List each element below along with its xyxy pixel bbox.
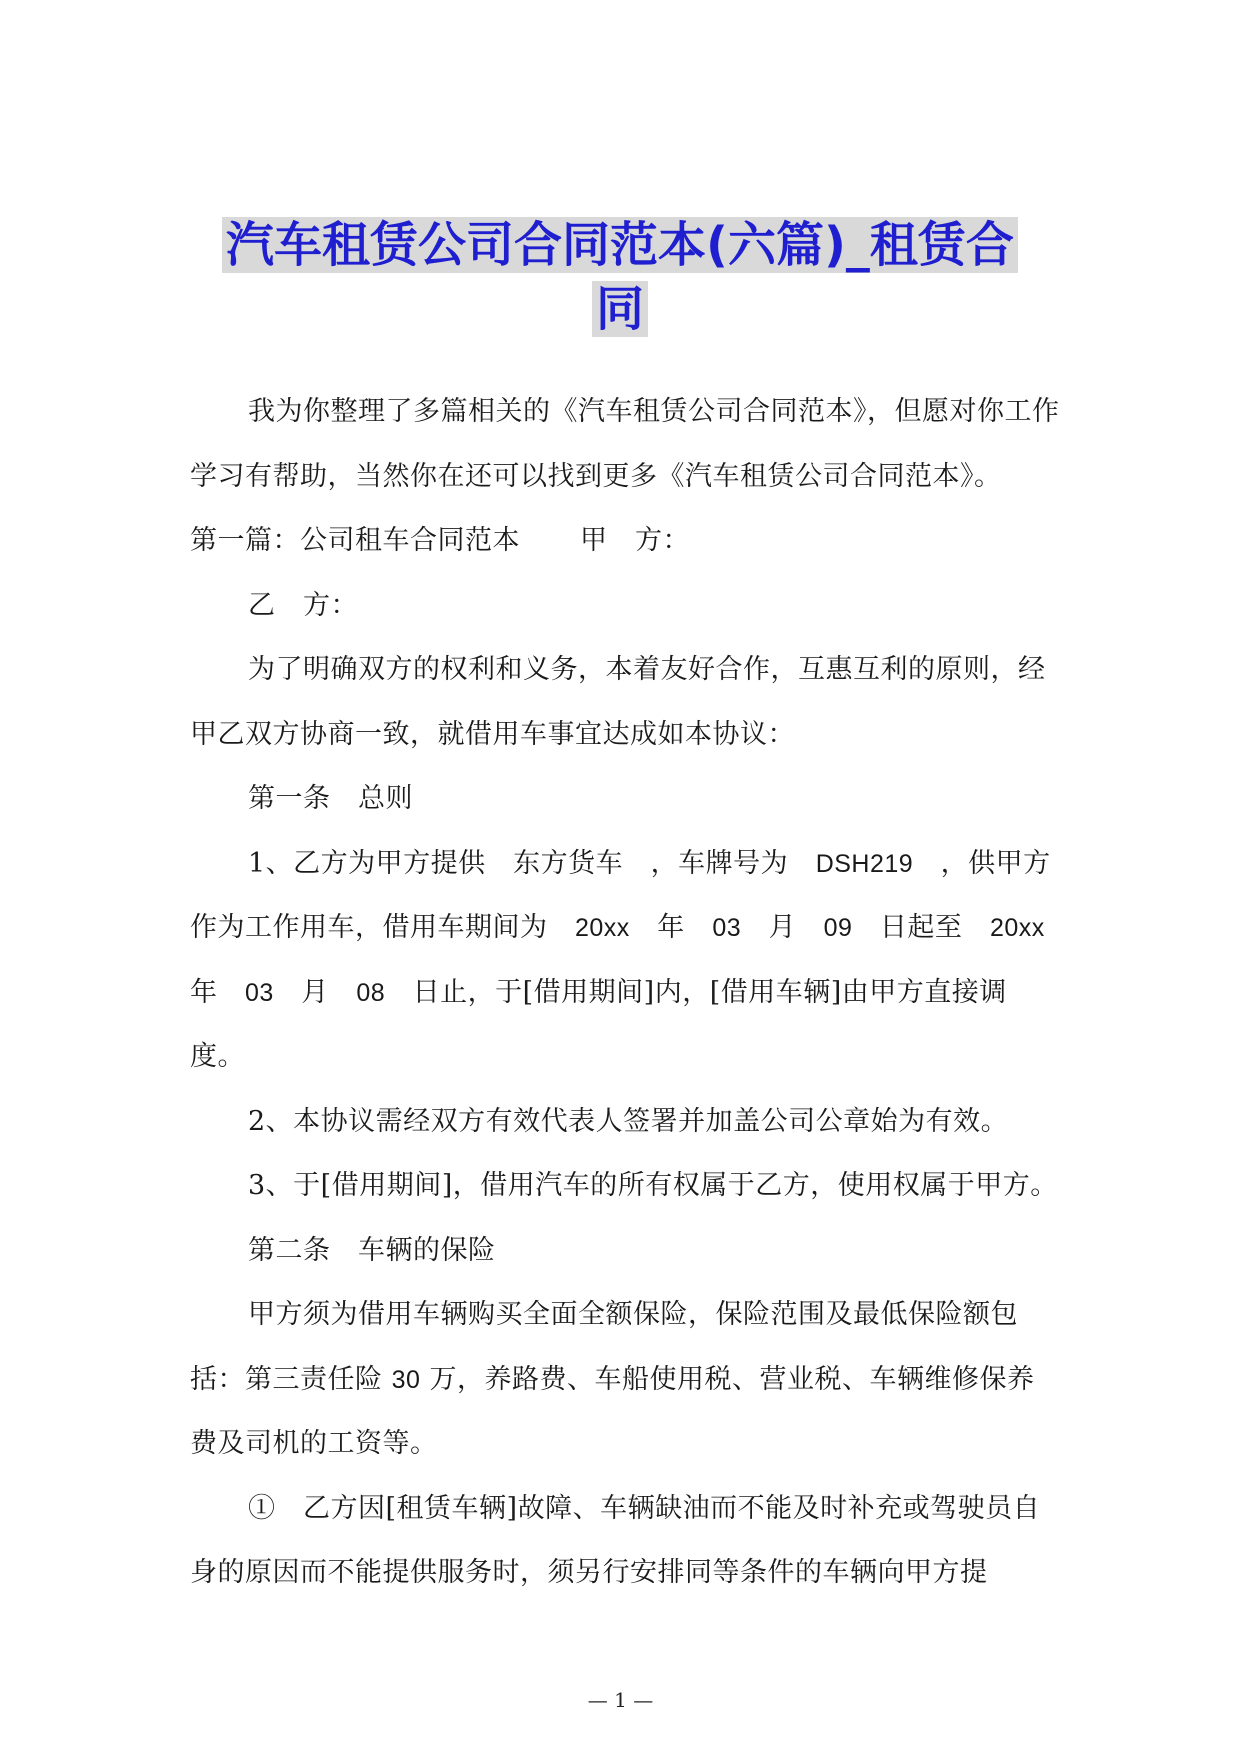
end-year: 20xx [989, 914, 1045, 942]
party-b-label: 乙 方： [248, 589, 358, 621]
document-body [190, 380, 1073, 1606]
start-month: 03 [712, 914, 742, 942]
intro-paragraph: 我为你整理了多篇相关的《汽车租赁公司合同范本》，但愿对你工作学习有帮助，当然你在还可以找到更多《汽车租赁公司合同范本》。 [190, 396, 1060, 492]
title-line-1: 汽车租赁公司合同范本(六篇)_租赁合 [222, 217, 1018, 273]
party-a-label: 甲 方： [580, 525, 690, 556]
title-line-2: 同 [592, 281, 648, 337]
article-1-heading: 第一条 总则 [248, 783, 413, 814]
clause-1-text: 月 [273, 976, 357, 1008]
end-day: 08 [356, 978, 386, 1007]
clause-1-text: ，供甲方作为工作用车，借用车期间为 [190, 847, 1051, 943]
clause-2: 2、本协议需经双方有效代表人签署并加盖公司公章始为有效。 [248, 1105, 1009, 1137]
preamble-paragraph: 为了明确双方的权利和义务，本着友好合作，互惠互利的原则，经甲乙双方协商一致，就借用车事宜达成如本协议： [190, 654, 1046, 750]
plate-number: DSH219 [815, 849, 914, 878]
insurance-paragraph [190, 1283, 1060, 1477]
clause-1-text: 年 [629, 912, 713, 943]
insurance-text: 甲方须为借用车辆购买全面全额保险，保险范围及最低保险额包括：第三责任险 [190, 1299, 1018, 1395]
start-year: 20xx [575, 914, 630, 942]
chapter-heading-line [190, 509, 1060, 574]
item-1-paragraph: ① 乙方因[租赁车辆]故障、车辆缺油而不能及时补充或驾驶员自身的原因而不能提供服务时，须另行安排同等条件的车辆向甲方提 [190, 1492, 1041, 1588]
clause-1-text: 日止，于[借用期间]内，[借用车辆]由甲方直接调度。 [190, 976, 1007, 1072]
clause-3: 3、于[借用期间]，借用汽车的所有权属于乙方，使用权属于甲方。 [248, 1170, 1058, 1201]
clause-1-text: 1、乙方为甲方提供 东方货车 ，车牌号为 [248, 847, 816, 879]
start-day: 09 [823, 914, 853, 942]
end-month: 03 [245, 978, 274, 1007]
clause-1-text: 月 [741, 912, 824, 943]
insurance-amount: 30 [391, 1365, 421, 1394]
clause-1 [190, 832, 1073, 1090]
clause-1-text: 年 [190, 912, 1073, 1008]
insurance-text: 万，养路费、车船使用税、营业税、车辆维修保养费及司机的工资等。 [190, 1363, 1035, 1459]
article-2-heading: 第二条 车辆的保险 [248, 1234, 496, 1266]
document-title [190, 213, 1050, 341]
clause-1-text: 日起至 [852, 912, 990, 943]
chapter-heading: 第一篇：公司租车合同范本 [190, 525, 520, 556]
page-number: — 1 — [587, 1688, 654, 1712]
